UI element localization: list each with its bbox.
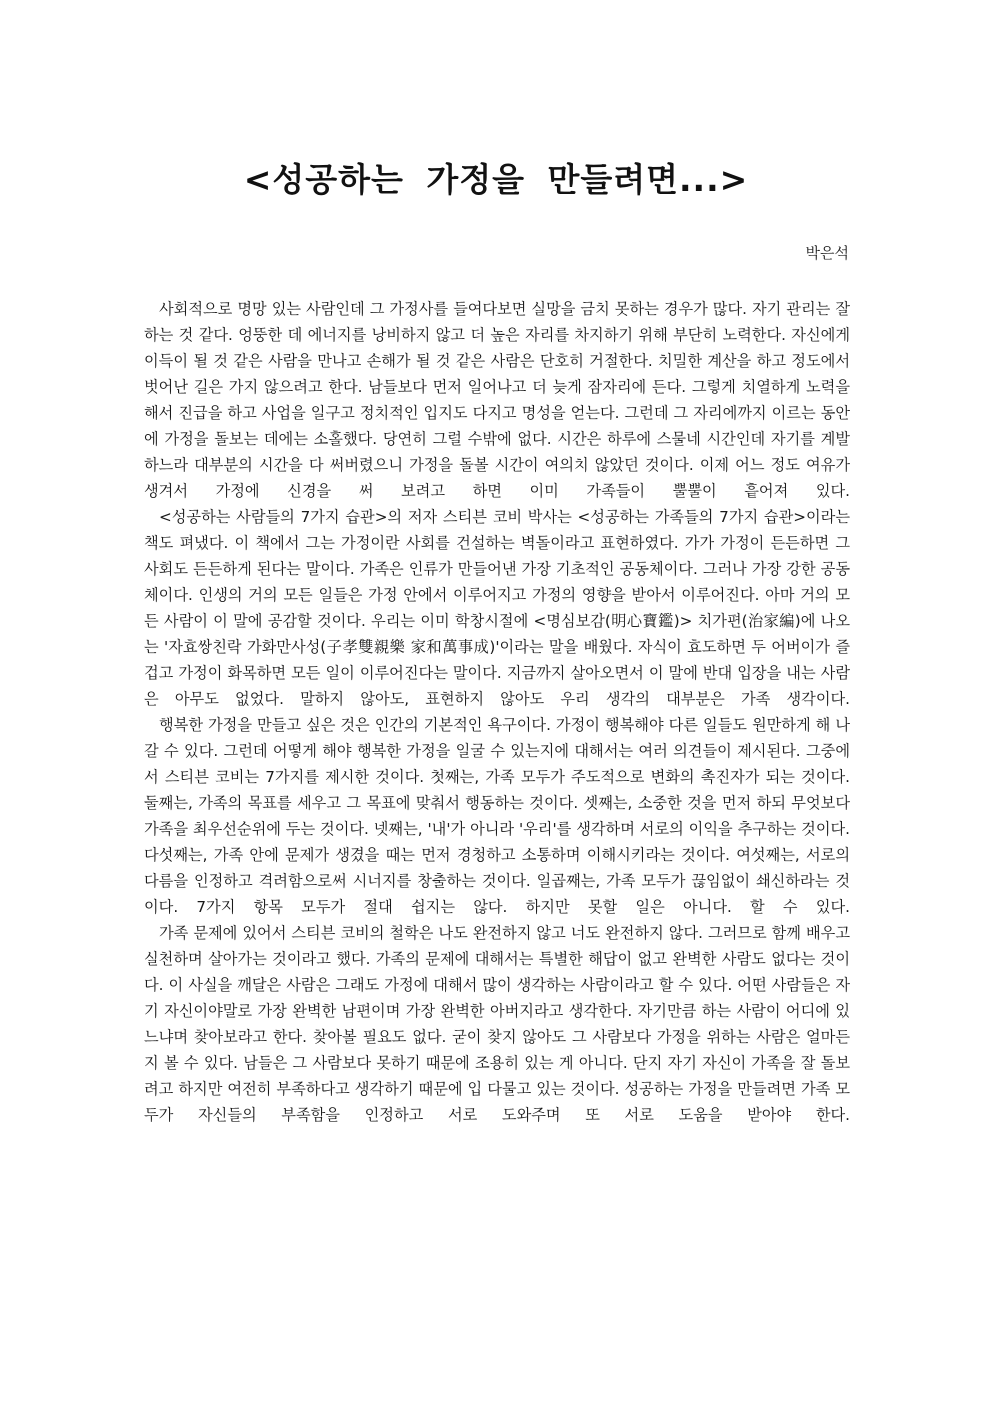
- paragraph-3: 행복한 가정을 만들고 싶은 것은 인간의 기본적인 욕구이다. 가정이 행복해야 다른 일들도 원만하게 해 나갈 수 있다. 그런데 어떻게 해야 행복한 가정을 일굴 수 있는지에 대해서는 여러 의견들이 제시된다. 그중에서 스티븐 코비는 7가지를 제시한 것이다. 첫째는, 가족 모두가 주도적으로 변화의 촉진자가 되는 것이다. 둘째는, 가족의 목표를 세우고 그 목표에 맞춰서 행동하는 것이다. 셋째는, 소중한 것을 먼저 하되 무엇보다 가족을 최우선순위에 두는 것이다. 넷째는, '내'가 아니라 '우리'를 생각하며 서로의 이익을 추구하는 것이다. 다섯째는, 가족 안에 문제가 생겼을 때는 먼저 경청하고 소통하며 이해시키라는 것이다. 여섯째는, 서로의 다름을 인정하고 격려함으로써 시너지를 창출하는 것이다. 일곱째는, 가족 모두가 끊임없이 쇄신하라는 것이다. 7가지 항목 모두가 절대 쉽지는 않다. 하지만 못할 일은 아니다. 할 수 있다.: [144, 716, 850, 916]
- document-title: <성공하는 가정을 만들려면...>: [243, 160, 749, 199]
- paragraph-1: 사회적으로 명망 있는 사람인데 그 가정사를 들여다보면 실망을 금치 못하는 경우가 많다. 자기 관리는 잘하는 것 같다. 엉뚱한 데 에너지를 낭비하지 않고 더 높은 자리를 차지하기 위해 부단히 노력한다. 자신에게 이득이 될 것 같은 사람을 만나고 손해가 될 것 같은 사람은 단호히 거절한다. 치밀한 계산을 하고 정도에서 벗어난 길은 가지 않으려고 한다. 남들보다 먼저 일어나고 더 늦게 잠자리에 든다. 그렇게 치열하게 노력을 해서 진급을 하고 사업을 일구고 정치적인 입지도 다지고 명성을 얻는다. 그런데 그 자리에까지 이르는 동안에 가정을 돌보는 데에는 소홀했다. 당연히 그럴 수밖에 없다. 시간은 하루에 스물네 시간인데 자기를 계발하느라 대부분의 시간을 다 써버렸으니 가정을 돌볼 시간이 여의치 않았던 것이다. 이제 어느 정도 여유가 생겨서 가정에 신경을 써 보려고 하면 이미 가족들이 뿔뿔이 흩어져 있다.: [144, 300, 850, 500]
- author-name: 박은석: [805, 244, 849, 262]
- paragraph-4: 가족 문제에 있어서 스티븐 코비의 철학은 나도 완전하지 않고 너도 완전하지 않다. 그러므로 함께 배우고 실천하며 살아가는 것이라고 했다. 가족의 문제에 대해서는 특별한 해답이 없고 완벽한 사람도 없다는 것이다. 이 사실을 깨달은 사람은 그래도 가정에 대해서 많이 생각하는 사람이라고 할 수 있다. 어떤 사람들은 자기 자신이야말로 가장 완벽한 남편이며 가장 완벽한 아버지라고 생각한다. 자기만큼 하는 사람이 어디에 있느냐며 찾아보라고 한다. 찾아볼 필요도 없다. 굳이 찾지 않아도 그 사람보다 가정을 위하는 사람은 얼마든지 볼 수 있다. 남들은 그 사람보다 못하기 때문에 조용히 있는 게 아니다. 단지 자기 자신이 가족을 잘 돌보려고 하지만 여전히 부족하다고 생각하기 때문에 입 다물고 있는 것이다. 성공하는 가정을 만들려면 가족 모두가 자신들의 부족함을 인정하고 서로 도와주며 또 서로 도움을 받아야 한다.: [144, 924, 850, 1124]
- paragraph-2: <성공하는 사람들의 7가지 습관>의 저자 스티븐 코비 박사는 <성공하는 가족들의 7가지 습관>이라는 책도 펴냈다. 이 책에서 그는 가정이란 사회를 건설하는 벽돌이라고 표현하였다. 가가 가정이 든든하면 그 사회도 든든하게 된다는 말이다. 가족은 인류가 만들어낸 가장 기초적인 공동체이다. 그러나 가장 강한 공동체이다. 인생의 거의 모든 일들은 가정 안에서 이루어지고 가정의 영향을 받아서 이루어진다. 아마 거의 모든 사람이 이 말에 공감할 것이다. 우리는 이미 학창시절에 <명심보감(明心寶鑑)> 치가편(治家編)에 나오는 '자효쌍친락 가화만사성(子孝雙親樂 家和萬事成)'이라는 말을 배웠다. 자식이 효도하면 두 어버이가 즐겁고 가정이 화목하면 모든 일이 이루어진다는 말이다. 지금까지 살아오면서 이 말에 반대 입장을 내는 사람은 아무도 없었다. 말하지 않아도, 표현하지 않아도 우리 생각의 대부분은 가족 생각이다.: [144, 508, 850, 708]
- document-body: [144, 296, 850, 1128]
